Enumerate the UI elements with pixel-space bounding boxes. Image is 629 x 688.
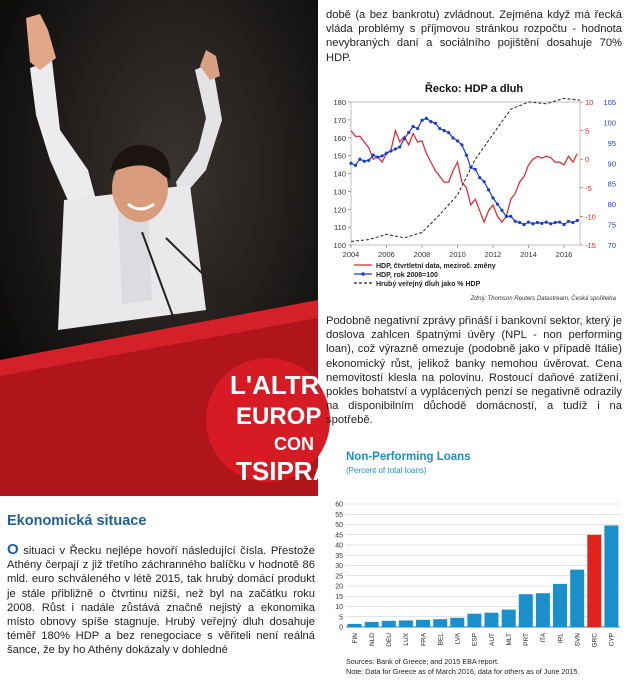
x-label-mlt: MLT [505, 633, 513, 646]
blue-series-point [407, 131, 410, 134]
chart2-y-label: 55 [335, 511, 343, 519]
left-axis-label: 160 [333, 133, 346, 143]
legend-label-1: HDP, čtvrtletní data, meziroč. změny [376, 263, 496, 270]
blue-series-point [389, 149, 392, 152]
bar-irl [553, 584, 567, 627]
bar-nld [365, 622, 379, 627]
x-axis-label: 2008 [413, 250, 431, 259]
left-axis-label: 150 [333, 151, 346, 161]
x-label-bel: BEL [437, 633, 445, 646]
blue-series-point [478, 176, 481, 179]
chart2-note: Note: Data for Greece as of March 2016, data for others as of June 2015. [346, 667, 580, 676]
sign-text-4: TSIPRA [236, 456, 332, 486]
bar-bel [433, 619, 447, 627]
sign-text-3: CON [274, 434, 314, 454]
red-axis-label: -5 [585, 183, 592, 193]
blue-axis-label: 100 [603, 118, 616, 128]
blue-series-point [509, 215, 512, 218]
blue-series-point [465, 154, 468, 157]
blue-series-point [372, 154, 375, 157]
x-label-fin: FIN [351, 633, 359, 644]
x-axis-label: 2004 [342, 250, 360, 259]
bar-deu [382, 621, 396, 627]
blue-series-point [505, 215, 508, 218]
chart2-y-label: 5 [339, 614, 343, 622]
blue-series-point [443, 129, 446, 132]
blue-series-point [438, 127, 441, 130]
x-label-esp: ESP [471, 633, 479, 647]
chart2-y-label: 10 [335, 604, 343, 611]
x-label-nld: NLD [368, 633, 376, 647]
chart2-subtitle: (Percent of total loans) [346, 466, 427, 475]
blue-axis-label: 70 [607, 241, 616, 250]
x-axis-label: 2016 [555, 250, 573, 259]
blue-series-point [487, 188, 490, 191]
blue-series-point [416, 127, 419, 130]
red-axis-label: 5 [585, 126, 590, 136]
x-axis-label: 2012 [484, 250, 502, 259]
npl-chart [326, 446, 622, 683]
blue-axis-label: 75 [607, 220, 616, 230]
left-axis-label: 170 [333, 115, 346, 125]
blue-series-point [429, 120, 432, 123]
blue-series-point [500, 209, 503, 212]
blue-series-point [518, 221, 521, 224]
blue-series-point [576, 219, 579, 222]
blue-series-point [527, 221, 530, 224]
blue-series-point [536, 221, 539, 224]
x-label-ita: ITA [540, 633, 548, 643]
blue-series-point [420, 119, 423, 122]
blue-series-point [514, 220, 517, 223]
chart2-y-label: 15 [335, 593, 343, 601]
blue-series-point [394, 147, 397, 150]
bar-fra [416, 620, 430, 627]
x-label-lux: LUX [403, 633, 411, 646]
bar-svn [570, 570, 584, 627]
bar-ita [536, 593, 550, 627]
red-axis-label: -10 [585, 212, 596, 222]
red-axis-label: -15 [585, 241, 596, 250]
blue-series-point [447, 131, 450, 134]
top-paragraph: době (a bez bankrotu) zvládnout. Zejména když má řecká vláda problémy s příjmovou stránkou rozpočtu - hodnota nevybraných daní a sociálního pojištění dosahuje 70% HDP. [326, 9, 622, 64]
blue-series-point [363, 160, 366, 163]
chart2-sources: Sources: Bank of Greece; and 2015 EBA report. [346, 657, 500, 666]
left-axis-label: 100 [333, 241, 346, 250]
blue-series-point [425, 117, 428, 120]
blue-series-point [434, 122, 437, 125]
bar-lux [399, 620, 413, 627]
left-axis-label: 140 [333, 169, 346, 179]
chart2-title: Non-Performing Loans [346, 451, 471, 463]
x-label-lva: LVA [454, 633, 462, 645]
blue-series-point [562, 223, 565, 226]
x-label-grc: GRC [591, 633, 599, 648]
left-axis-label: 110 [334, 223, 346, 233]
chart2-y-label: 30 [335, 563, 343, 570]
blue-series-point [483, 180, 486, 183]
chart2-y-label: 50 [335, 522, 343, 529]
bar-aut [485, 613, 499, 627]
blue-series-point [540, 222, 543, 225]
x-label-cyp: CYP [608, 633, 616, 647]
middle-paragraph: Podobně negativní zprávy přináší i bankovní sektor, který je doslova zahlcen špatnými úvěry (NPL - non performing loan), což výrazně omezuje (podobně jako v případě Itálie) ekonomický růst, jelikož banky nemohou úvěrovat. Cena nemovitostí klesla na polovinu. Rostoucí daňové zatížení, pokles bohatství a vyplácených penzí se negativně odrazily na disponibilním důchodě domácností, a tudíž i na spotřebě. [326, 315, 622, 427]
blue-series-point [474, 168, 477, 171]
x-label-irl: IRL [557, 633, 565, 644]
blue-series-point [549, 222, 552, 225]
bar-grc [587, 535, 601, 627]
blue-series-point [491, 196, 494, 199]
chart2-y-label: 45 [335, 532, 343, 540]
blue-series-point [496, 203, 499, 206]
x-axis-label: 2014 [520, 250, 537, 259]
blue-axis-label: 105 [603, 98, 616, 107]
chart2-y-label: 60 [335, 501, 343, 509]
bar-mlt [502, 610, 516, 627]
blue-series-point [451, 136, 454, 139]
legend-label-3: Hrubý veřejný dluh jako % HDP [376, 281, 481, 288]
blue-series-point [398, 145, 401, 148]
blue-series-point [380, 154, 383, 157]
red-axis-label: 10 [585, 98, 594, 107]
blue-series-point [567, 220, 570, 223]
blue-series-point [460, 143, 463, 146]
blue-axis-label: 85 [607, 179, 616, 189]
series-line-1 [351, 131, 577, 223]
sign-text-2: EUROP [236, 403, 322, 430]
bar-fin [348, 624, 362, 627]
greece-gdp-debt-chart [326, 78, 622, 304]
series-line-2 [351, 118, 577, 224]
blue-series-point [522, 223, 525, 226]
legend-label-2: HDP, rok 2008=100 [376, 272, 438, 279]
chart1-source: Zdroj: Thomson Reuters Datastream, Česká spořitelna [470, 296, 616, 302]
chart1-title: Řecko: HDP a dluh [424, 83, 524, 95]
x-label-deu: DEU [386, 633, 394, 647]
chart2-y-label: 25 [335, 573, 343, 581]
x-label-aut: AUT [488, 633, 496, 646]
x-axis-label: 2010 [449, 250, 466, 259]
chart2-y-label: 0 [339, 624, 343, 632]
blue-axis-label: 90 [607, 159, 616, 169]
blue-series-point [545, 221, 548, 224]
blue-series-point [349, 162, 352, 165]
x-label-prt: PRT [523, 633, 531, 646]
blue-series-point [376, 156, 379, 159]
tsipras-photo [0, 0, 332, 496]
sign-text-1: L'ALTR [230, 370, 320, 400]
blue-series-point [412, 125, 415, 128]
bar-cyp [604, 526, 618, 628]
x-label-fra: FRA [420, 633, 428, 646]
dropcap: O [7, 541, 19, 558]
blue-series-point [558, 221, 561, 224]
chart2-y-label: 20 [335, 583, 343, 591]
section-heading: Ekonomická situace [7, 513, 147, 529]
chart2-y-label: 40 [335, 542, 343, 550]
x-label-svn: SVN [574, 633, 582, 647]
blue-series-point [571, 221, 574, 224]
blue-series-point [367, 159, 370, 162]
blue-series-point [531, 222, 534, 225]
left-axis-label: 130 [333, 187, 346, 197]
bar-lva [450, 618, 464, 627]
chart2-y-label: 35 [335, 552, 343, 560]
left-paragraph [7, 543, 315, 658]
bar-esp [467, 614, 481, 627]
series-line-3 [351, 98, 580, 241]
left-axis-label: 180 [333, 98, 346, 107]
blue-axis-label: 95 [607, 138, 616, 148]
blue-series-point [554, 221, 557, 224]
red-axis-label: 0 [585, 155, 590, 165]
bar-prt [519, 594, 533, 627]
left-paragraph-body: situaci v Řecku nejlépe hovoří následující čísla. Přestože Athény čerpají z již třetího záchranného balíčku v hodnotě 86 mld. euro schváleného v létě 2015, tak hrubý domácí produkt je stále přibližně o čtvrtinu nižší, než byl na začátku roku 2008. Růst i nadále zůstává značně nejistý a ekonomika místo obnovy spíše stagnuje. Hrubý veřejný dluh dosahuje téměř 180% HDP a bez renegociace s věřiteli není reálná šance, že by ho Athény dokázaly v dohledné [7, 545, 315, 657]
x-axis-label: 2006 [378, 250, 395, 259]
legend-marker [361, 272, 365, 276]
blue-series-point [456, 139, 459, 142]
blue-axis-label: 80 [607, 200, 616, 210]
blue-series-point [358, 158, 361, 161]
left-axis-label: 120 [333, 205, 346, 215]
blue-series-point [385, 151, 388, 154]
blue-series-point [354, 164, 357, 167]
blue-series-point [403, 137, 406, 140]
